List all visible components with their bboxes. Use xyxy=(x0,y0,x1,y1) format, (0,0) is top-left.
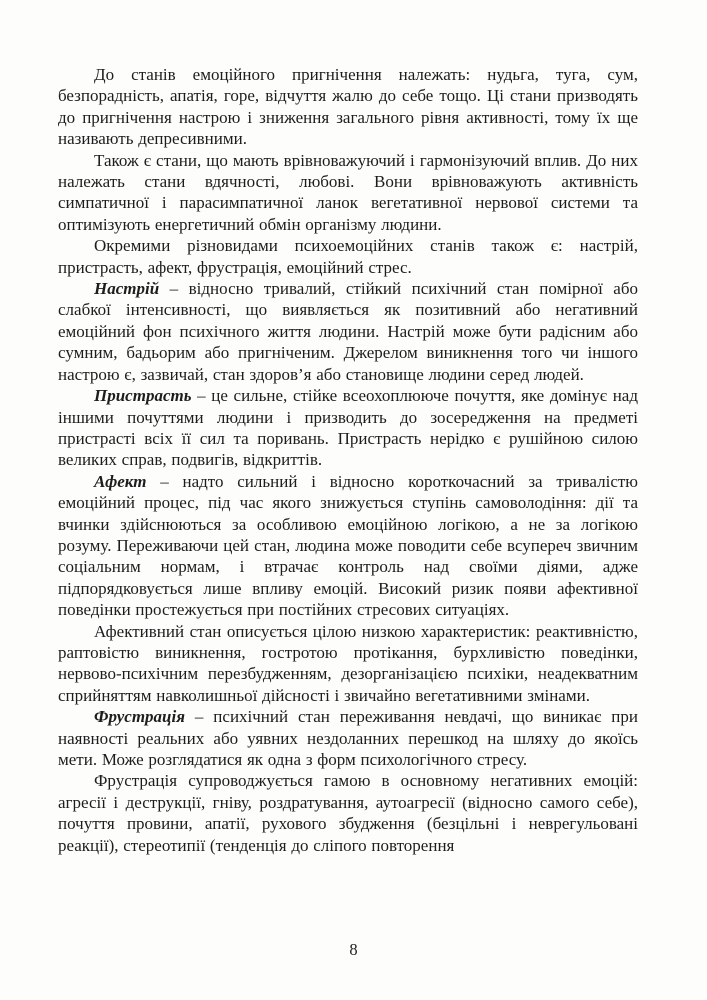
paragraph-text: Фрустрація супроводжується гамою в основному негативних емоцій: агресії і деструкції, гніву, роздратування, аутоагресії (відносно самого себе), почуття провини, апатії, рухового збудження (безцільні і неврегульовані реакції), стереотипії (тенденція до сліпого повторення xyxy=(58,771,638,855)
paragraph-lead: Афект xyxy=(94,471,147,491)
paragraph-text: – це сильне, стійке всеохоплююче почуття, яке домінує над іншими почуттями людини і призводить до зосередження на предметі пристрасті всіх її сил та поривань. Пристрасть нерідко є рушійною силою великих справ, подвигів, відкриттів. xyxy=(58,386,638,470)
paragraph xyxy=(58,621,638,707)
text-block xyxy=(58,64,638,856)
paragraph-lead: Пристрасть xyxy=(94,386,192,406)
paragraph-lead: Фрустрація xyxy=(94,707,185,727)
paragraph-text: – відносно тривалий, стійкий психічний стан помірної або слабкої інтенсивності, що виявляється як позитивний або негативний емоційний фон психічного життя людини. Настрій може бути радісним або сумним, бадьорим або пригніченим. Джерелом виникнення того чи іншого настрою є, зазвичай, стан здоров’я або становище людини серед людей. xyxy=(58,279,638,384)
paragraph-text: Афективний стан описується цілою низкою характеристик: реактивністю, раптовістю виникнення, гостротою протікання, бурхливістю поведінки, нервово-психічним перезбудженням, дезорганізацією психіки, неадекватним сприйняттям навколишньої дійсності і звичайно вегетативними змінами. xyxy=(58,621,638,705)
paragraph xyxy=(58,150,638,236)
paragraph xyxy=(58,385,638,471)
paragraph xyxy=(58,278,638,385)
paragraph xyxy=(58,770,638,856)
paragraph-lead: Настрій xyxy=(94,279,160,299)
paragraph-text: До станів емоційного пригнічення належать: нудьга, туга, сум, безпорадність, апатія, горе, відчуття жалю до себе тощо. Ці стани призводять до пригнічення настрою і зниження загального рівня активності, тому їх ще називають депресивними. xyxy=(58,65,638,149)
paragraph xyxy=(58,64,638,150)
paragraph-text: – надто сильний і відносно короткочасний за тривалістю емоційний процес, під час якого знижується ступінь самоволодіння: дії та вчинки здійснюються за особливою емоційною логікою, а не за логікою розуму. Переживаючи цей стан, людина може поводити себе всупереч звичним соціальним нормам, і втрачає контроль над своїми діями, адже підпорядковується лише впливу емоцій. Високий ризик появи афективної поведінки простежується при постійних стресових ситуаціях. xyxy=(58,471,638,620)
paragraph xyxy=(58,471,638,621)
paragraph-text: – психічний стан переживання невдачі, що виникає при наявності реальних або уявних нездоланних перешкод на шляху до якоїсь мети. Може розглядатися як одна з форм психологічного стресу. xyxy=(58,707,638,769)
paragraph xyxy=(58,706,638,770)
page-number: 8 xyxy=(349,940,358,959)
paragraph-text: Окремими різновидами психоемоційних станів також є: настрій, пристрасть, афект, фрустрація, емоційний стрес. xyxy=(58,236,638,277)
paragraph xyxy=(58,235,638,278)
paragraph-text: Також є стани, що мають врівноважуючий і гармонізуючий вплив. До них належать стани вдячності, любові. Вони врівноважують активність симпатичної і парасимпатичної ланок вегетативної нервової системи та оптимізують енергетичний обмін організму людини. xyxy=(58,150,638,234)
